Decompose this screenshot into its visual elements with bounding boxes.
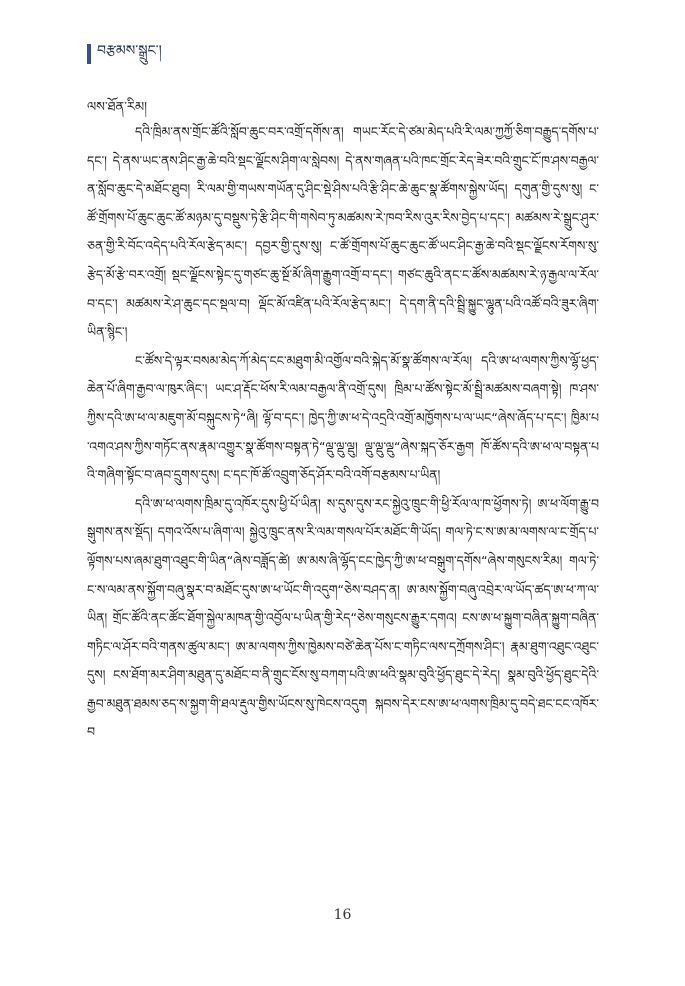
section-marker-bar [87, 44, 91, 64]
page-number: 16 [333, 907, 352, 923]
section-title: བརྩམས་སྒྲུང་། [97, 43, 162, 59]
paragraph: དའི་ཁྲིམ་ནས་གྲོང་ཚོའི་སློབ་ཆུང་བར་འགྲོ་དགོས་ན། གཡང་རོང་དེ་ཙམ་མེད་པའི་རི་ལམ་ཀྱཀྱོ་ཅིག་བརྒྱུད་དགོས་པ་དང་། དེ་ནས་ཡང་ནས་ཤིང་རྒྱ་ཆེ་བའི་སྡང་ལྗོངས་ཤིག་ལ་སླེབས། དེ་ནས་གཞན་པའི་ཁང་གྲོང་རེད་ཟེར་བའི་གྲུང་ངོ་ཁ་ཤས་བརྒྱལ་ན་སློབ་ཆུང་དེ་མཐོང་ཐུབ། རི་ལམ་གྱི་གཡས་གཡོན་དུ་ཤིང་སྡེ་ཤིས་པའི་རྩི་ཤིང་ཆེ་ཆུང་སྣ་ཚོགས་སྐྱེས་ཡོད། དགུན་གྱི་དུས་སུ། ང་ཚོ་གྲོགས་པོ་ཆུང་ཆུང་ཚོ་མཉམ་དུ་བསྡུས་ཏེ་རྩི་ཤིང་གི་གསེབ་ཏུ་མཚམས་རེ་ཁབ་རིས་འུར་རིས་བྱེད་པ་དང་། མཚམས་རེ་སྒྲུང་ཤུར་ཅན་གྱི་རི་བོང་འདེད་པའི་རོལ་རྩེད་མང་། དབྱར་གྱི་དུས་སུ། ང་ཚོ་གྲོགས་པོ་ཆུང་ཆུང་ཚོ་ཡང་ཤིང་རྒྱ་ཆེ་བའི་སྡང་ལྗོངས་རོགས་སུ་རྩེད་མོ་རྩེ་བར་འགྲོ། སྡང་ལྗོངས་སྟེང་དུ་གཙང་ཆུ་སྔོ་མོ་ཞིག་རྒྱུག་འགྲོ་བ་དང་། གཙང་ཆུའི་ནང་ང་ཚོས་མཚམས་རེ་ཉ་རྒྱལ་ལ་རོལ་བ་དང་། མཚམས་རེ་ཤ་ཆུང་དང་སྡལ་བ། ལྡོང་མོ་འཛིན་པའི་རོལ་རྩེད་མང་། དེ་དག་ནི་དའི་སྦྲི་སྐྱུང་ལྷུན་པའི་འཚོ་བའི་ཟུར་ཞིག་ཡིན་སྙིང་། [87, 124, 599, 340]
chapter-subheading: ལས་ཐོན་རིམ། [87, 100, 148, 115]
body-text [87, 118, 599, 747]
paragraph: དའི་ཨ་ཕ་ལགས་ཁྲིམ་དུ་འཁོར་དུས་ཕྱི་པོ་ཡིན། ས་དུས་དུས་རང་སྐྱེའུ་ཁྲུང་གི་ཕྱི་རོལ་ལ་ཁ་ཕྱོགས་ཏེ། ཨ་ཕ་ལོག་རྒྱུ་བསྒུགས་ནས་སྡོད། དགའ་འོས་པ་ཞིག་ལ། སྐྱེའུ་ཁྲུང་ནས་རི་ལམ་གསལ་པོར་མཐོང་གི་ཡོད། གལ་ཏེ་ང་ས་ཨ་མ་ལགས་ལ་ང་གྲོད་པ་ལྟོགས་པས་ཞམ་ཐུག་འཐུང་གི་ཡིན“ཞེས་བཟློད་ཚེ། ཨ་མས་ཞི་ལྷོད་ངང་ཁྱེད་ཀྱི་ཨ་ཕ་བསྒུག་དགོས“ཞེས་གསུངས་རིམ། གལ་ཏེ་ང་ས་ལམ་ནས་སྐྱོག་བཞུ་སྣར་བ་མཐོང་དུས་ཨ་ཕ་ཡོང་གི་འདུག“ཅེས་བཤད་ན། ཨ་མས་སྐྱོག་བཞུ་འབྲེར་ལ་ཡོད་ཚད་ཨ་ཕ་ཀ་ལ་ཡིན། གྲོང་ཚོའི་ནང་ཚོང་ཐོག་སྐྱེལ་མཁན་གྱི་འབྱོལ་པ་ཡིན་གྱི་རེད“ཅེས་གསུངས་རྒྱུར་དགའ། ངས་ཨ་ཕ་སྐྱུག་བཞིན་སྐྱུག་བཞིན་གཏིང་ལ་ཤོར་བའི་གནས་ཚུལ་མང་། ཨ་མ་ལགས་ཀྱིས་ཁྱེམས་བཙེ་ཆེན་པོས་ང་གཏིང་ལས་དཀྲོགས་ཤིང་། རྣམ་ཐུག་འཐུང་འཐུང་དུས། ངས་ཐོག་མར་ཤིག་མཐུན་དུ་མཐོང་བ་ནི་གྲུང་ངོས་སུ་བཀག་པའི་ཨ་ཕའི་སྣམ་བུའི་ཕྱོད་ཐུང་དེ་རེད། སྣམ་བུའི་ཕྱོད་ཐུང་དེའི་རྒྱབ་མཐུན་ཐམས་ཅད་ས་སྐྱག་གི་ཐལ་རྡུལ་གྱིས་ཡོངས་སུ་ཁེངས་འདུག སྐབས་དེར་ངས་ཨ་ཕ་ལགས་ཁྲིམ་དུ་བདེ་ཐང་ངང་འཁོར་བ [87, 495, 599, 740]
section-heading [87, 43, 162, 65]
paragraph: ང་ཚོས་དེ་ལྟར་བསམ་མེད་ཀོ་མེད་ངང་མཐུག་མི་འགྱོལ་བའི་སྐེད་མོ་སྣ་ཚོགས་ལ་རོལ། དའི་ཨ་ཕ་ལགས་ཀྱིས་ལྷོ་ཕྱད་ཆེན་པོ་ཞིག་རྒྱབ་ལ་ཁུར་ཞིང་། ཡང་ཤ་རྡོང་ཕོས་རི་ལམ་བརྒྱལ་ནི་འགྲོ་དུས། ཁྲིམ་པ་ཚོས་སྟེང་མོ་སྦྲི་མཚམས་བཞག་སྟེ། ཁ་ཤས་ཀྱིས་དའི་ཨ་ཕ་ལ་མཇུག་མོ་བསྐུངས་ཏེ“ཞི། ལྷོ་བ་དང་། ཁྱེད་ཀྱི་ཨ་ཕ་དེ་འདྲའི་འགྲོ་མཁྱོགས་པ་ལ་ཡང“ཞེས་ཞོད་པ་དང་། ཁྱིམ་པ་འགའ་ཤས་ཀྱིས་གཏོང་ནས་རྣམ་འགྱུར་སྣ་ཚོགས་བསྟན་ཏེ“ལྡུ་ལྡུ་ལྡུ། ལྡུ་ལྡུ་ལྡུ“ཞེས་སྐད་ཅོར་རྒྱག ཁོ་ཚོས་དའི་ཨ་ཕ་ལ་བསྟན་པའི་གཞིག་སྟོང་བ་ཞབ་དྲུགས་དུས། ང་དང་ཁོ་ཚོ་འབྲུག་ཅོད་ཤོར་བའི་འགོ་བརྩམས་པ་ཡིན། [87, 352, 599, 483]
